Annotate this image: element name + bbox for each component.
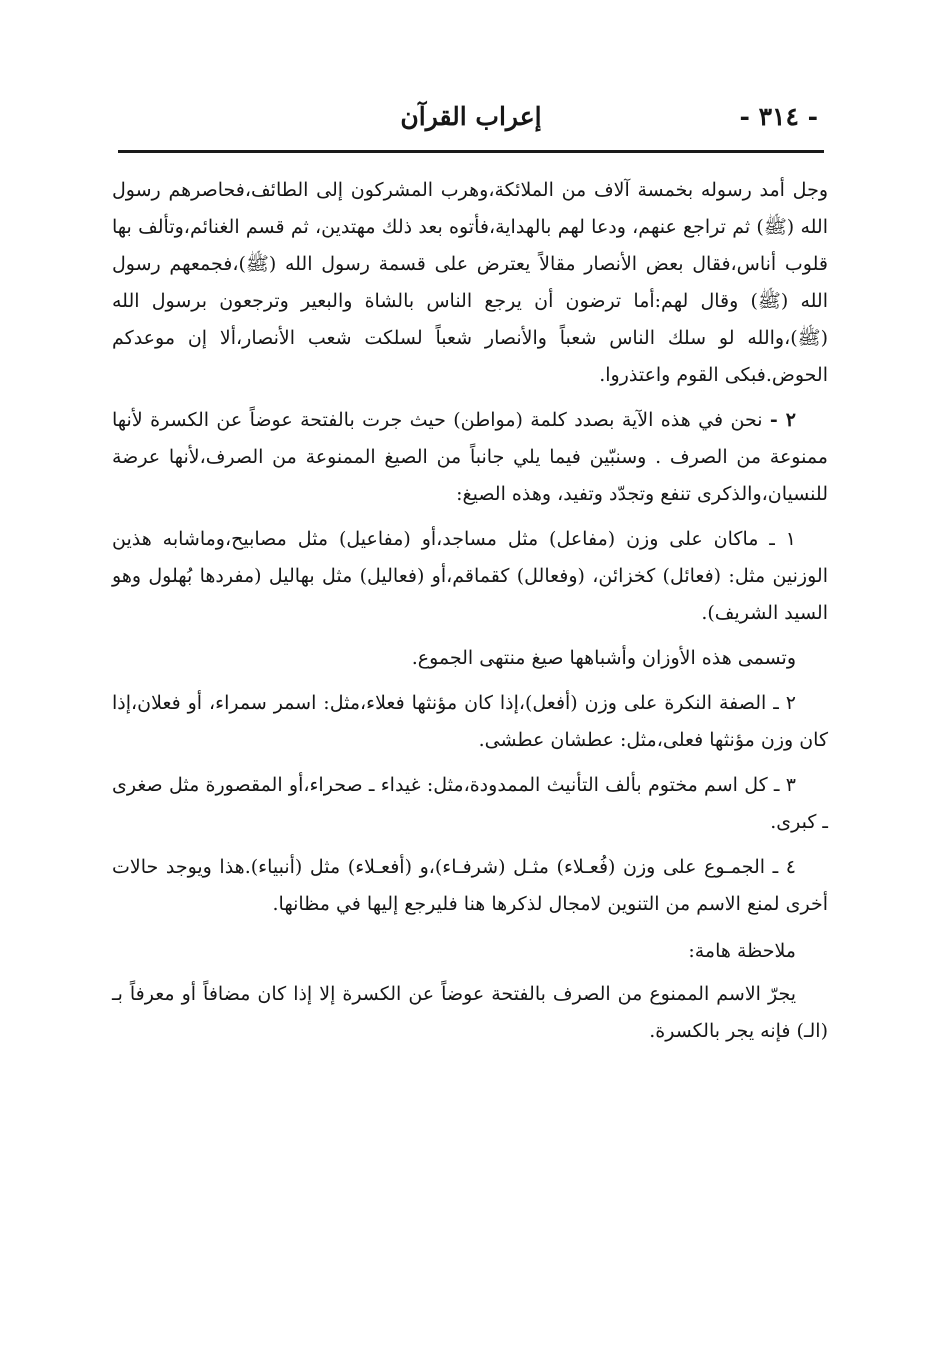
note-number: ٢ - [769,409,796,431]
note-2-text: نحن في هذه الآية بصدد كلمة (مواطن) حيث جرت بالفتحة عوضاً عن الكسرة لأنها ممنوعة من الصرف . وسنبّين فيما يلي جانباً من الصيغ الممنوعة من الصرف،لأنها عرضة للنسيان،والذكرى تنفع وتجدّد وتفيد، وهذه الصيغ: [112,409,828,505]
header-rule [118,150,824,153]
paragraph-rule-3: ٣ ـ كل اسم مختوم بألف التأنيث الممدودة،مثل: غيداء ـ صحراء،أو المقصورة مثل صغرى ـ كبرى. [112,774,828,833]
running-title: إعراب القرآن [400,102,542,131]
page-body [112,172,828,1050]
paragraph-rule-2: ٢ ـ الصفة النكرة على وزن (أفعل)،إذا كان مؤنثها فعلاء،مثل: اسمر سمراء، أو فعلان،إذا كان وزن مؤنثها فعلى،مثل: عطشان عطشى. [112,692,828,751]
page-number: - ٣١٤ - [739,102,818,131]
paragraph-rule-4: ٤ ـ الجمـوع على وزن (فُعـلاء) مثـل (شرفـاء)،و (أفعـلاء) مثل (أنبياء).هذا ويوجد حالات أخرى لمنع الاسم من التنوين لامجال لذكرها هنا فليرجع إليها في مظانها. [112,856,828,915]
paragraph-note-2 [112,402,828,513]
paragraph-rule-1: ١ ـ ماكان على وزن (مفاعل) مثل مساجد،أو (مفاعيل) مثل مصابيح،وماشابه هذين الوزنين مثل: (فعائل) كخزائن، (وفعالل) كقماقم،أو (فعاليل) مثل بهاليل (مفردها بُهلول وهو السيد الشريف). [112,528,828,624]
paragraph-rule-1-note: وتسمى هذه الأوزان وأشباهها صيغ منتهى الجموع. [411,647,796,669]
important-note-text: يجرّ الاسم الممنوع من الصرف بالفتحة عوضاً عن الكسرة إلا إذا كان مضافاً أو معرفاً بـ (الـ) فإنه يجر بالكسرة. [112,983,828,1042]
page-header [118,96,824,138]
paragraph-story-continuation: وجل أمد رسوله بخمسة آلاف من الملائكة،وهرب المشركون إلى الطائف،فحاصرهم رسول الله (ﷺ) ثم تراجع عنهم، ودعا لهم بالهداية،فأتوه بعد ذلك مهتدين، ثم قسم الغنائم،وتألف بها قلوب أناس،فقال بعض الأنصار مقالاً يعترض على قسمة رسول الله (ﷺ)،فجمعهم رسول الله (ﷺ) وقال لهم:أما ترضون أن يرجع الناس بالشاة والبعير وترجعون برسول الله (ﷺ)،والله لو سلك الناس شعباً والأنصار شعباً لسلكت شعب الأنصار،ألا إن موعدكم الحوض.فبكى القوم واعتذروا. [112,179,828,386]
important-note-title: ملاحظة هامة: [688,940,796,962]
